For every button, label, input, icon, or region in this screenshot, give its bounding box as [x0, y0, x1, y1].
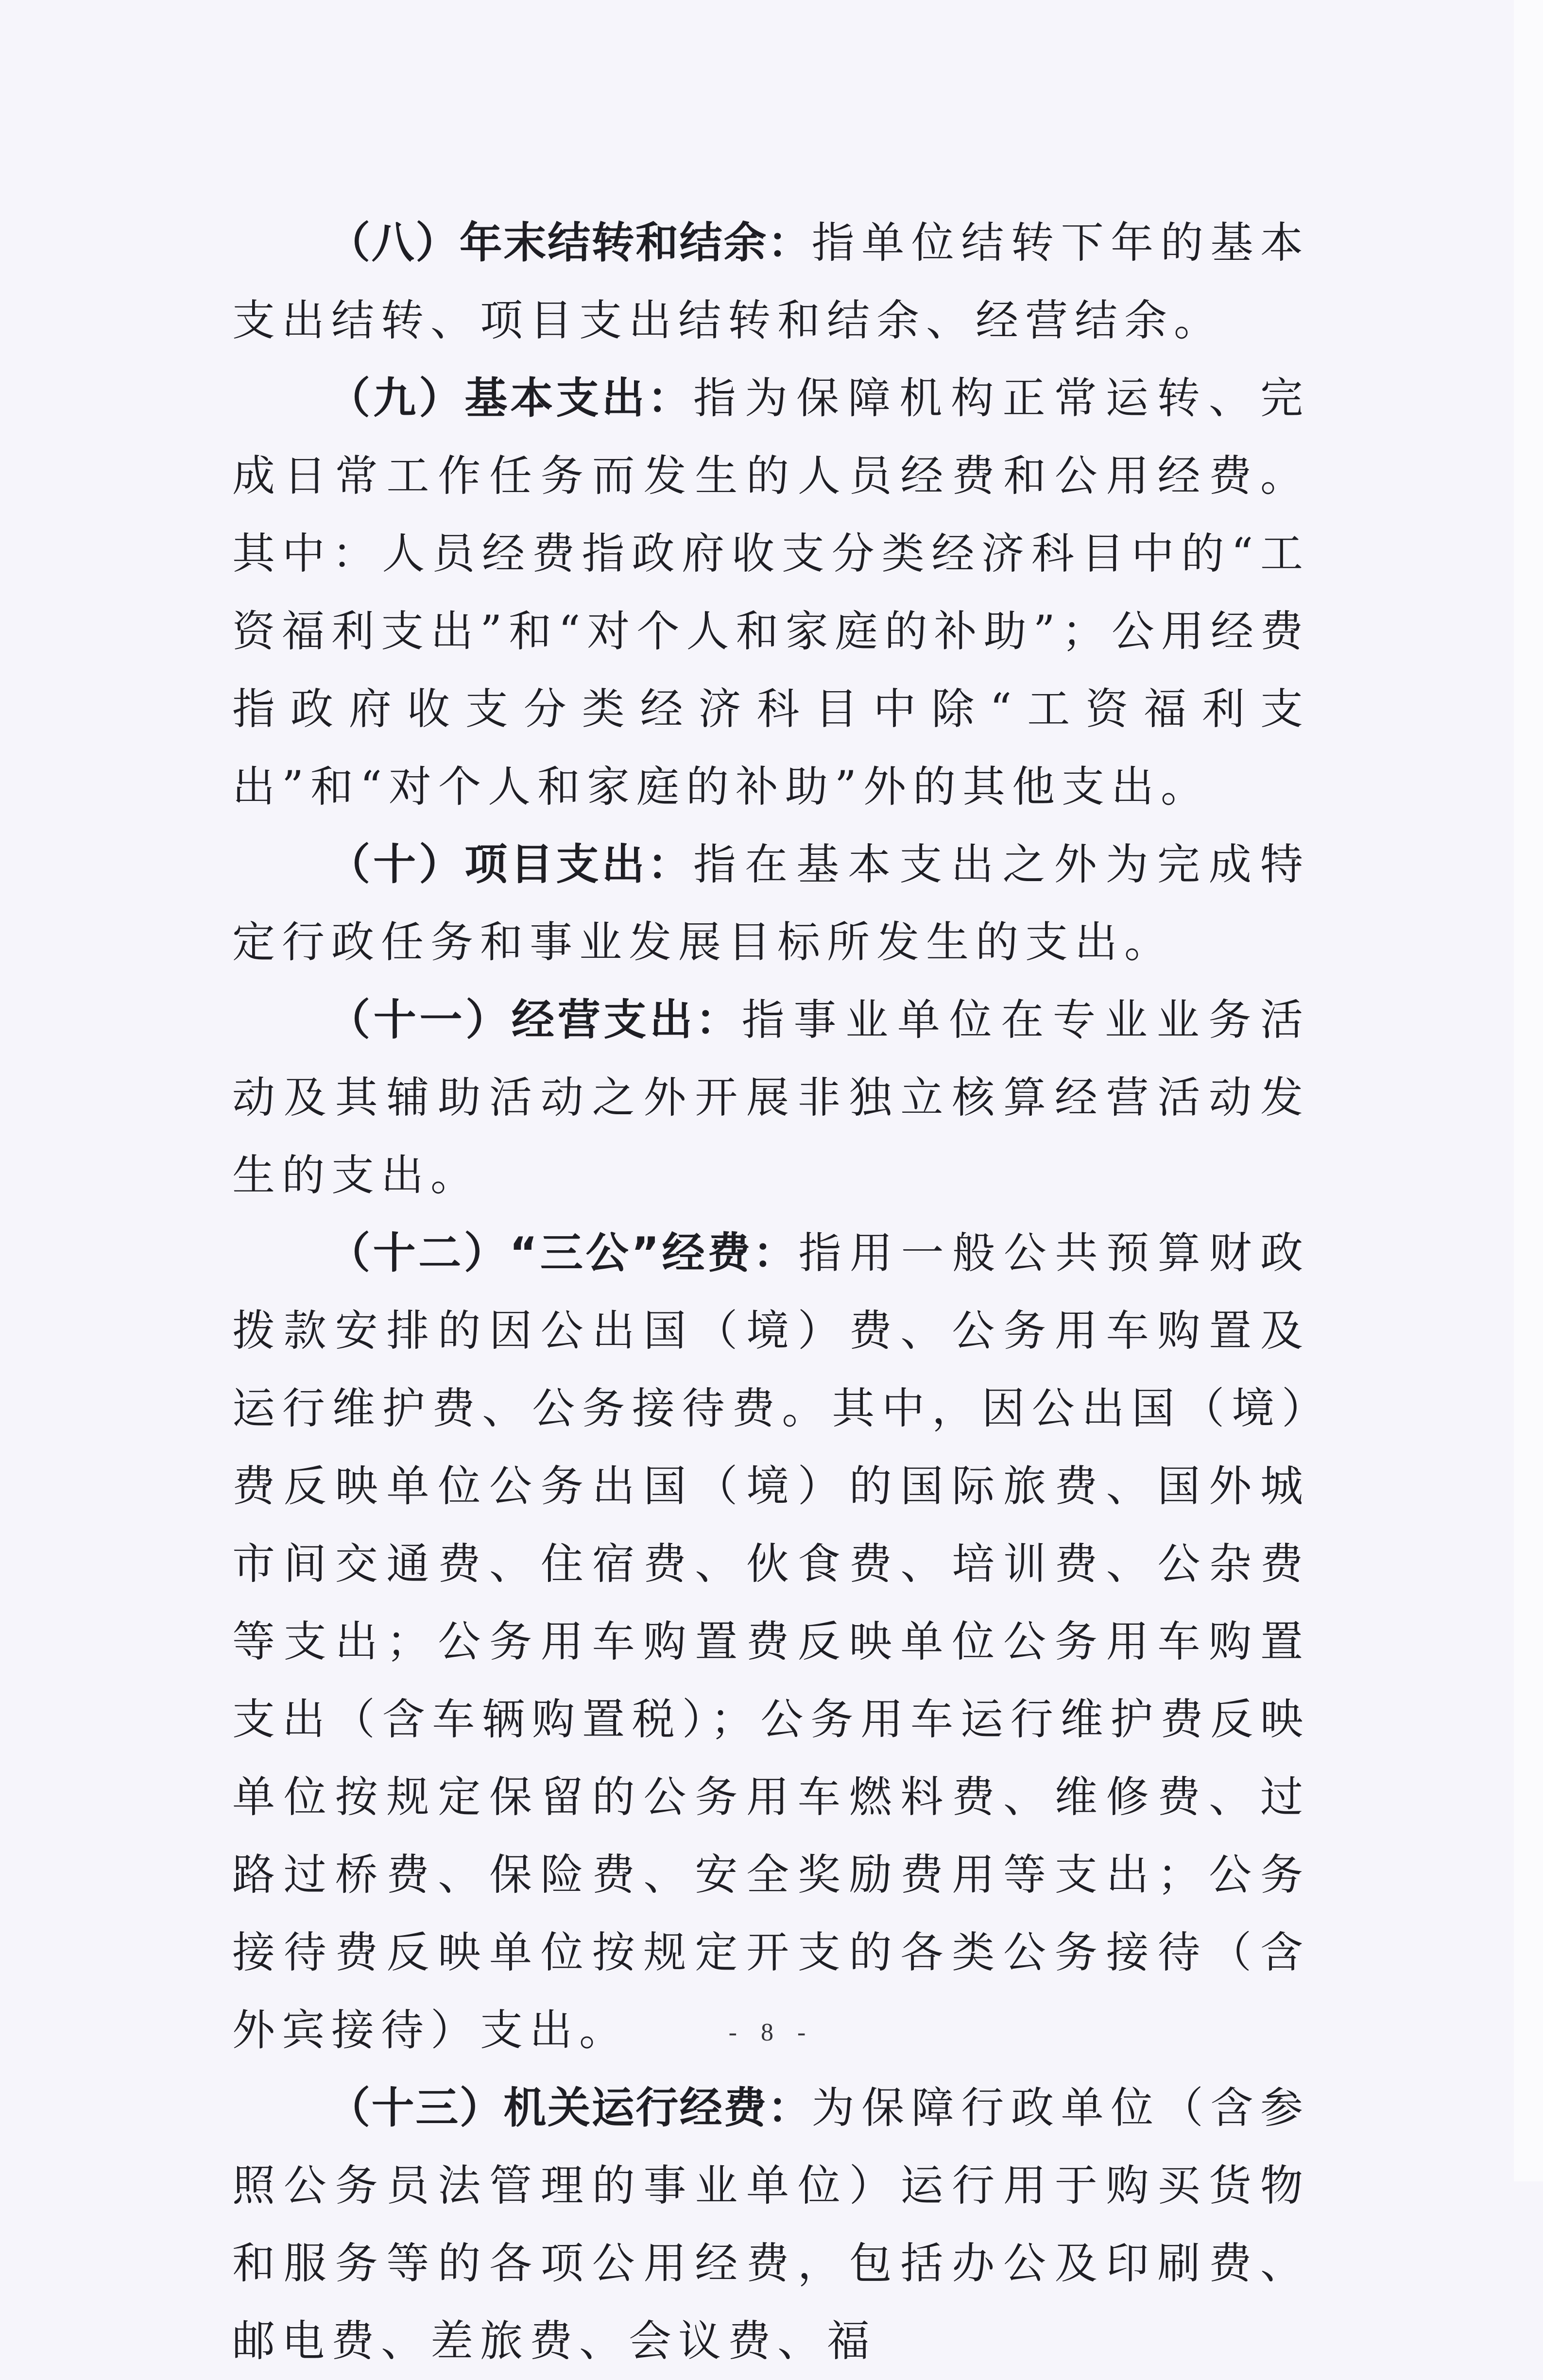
term-heading: （十二）“三公”经费： [327, 1228, 799, 1278]
term-heading: （十三）机关运行经费： [327, 2083, 812, 2133]
paragraph-operating-expenditure [232, 981, 1310, 1214]
term-heading: （八）年末结转和结余： [327, 218, 812, 268]
term-definition: 指为保障机构正常运转、完成日常工作任务而发生的人员经费和公用经费。其中：人员经费指政府收支分类经济科目中的“工资福利支出”和“对个人和家庭的补助”；公用经费指政府收支分类经济科目中除“工资福利支出”和“对个人和家庭的补助”外的其他支出。 [232, 373, 1310, 812]
document-body [232, 204, 1310, 2380]
paragraph-basic-expenditure [232, 359, 1310, 826]
term-definition: 指事业单位在专业业务活动及其辅助活动之外开展非独立核算经营活动发生的支出。 [232, 995, 1310, 1200]
paragraph-year-end-balance [232, 204, 1310, 359]
term-definition: 指单位结转下年的基本支出结转、项目支出结转和结余、经营结余。 [232, 218, 1310, 345]
term-heading: （九）基本支出： [327, 373, 693, 423]
paragraph-agency-operating-funds [232, 2069, 1310, 2380]
scan-edge-strip [1514, 0, 1543, 2181]
term-definition: 指在基本支出之外为完成特定行政任务和事业发展目标所发生的支出。 [232, 839, 1310, 967]
paragraph-project-expenditure [232, 826, 1310, 981]
term-definition: 指用一般公共预算财政拨款安排的因公出国（境）费、公务用车购置及运行维护费、公务接待费。其中，因公出国（境）费反映单位公务出国（境）的国际旅费、国外城市间交通费、住宿费、伙食费、培训费、公杂费等支出；公务用车购置费反映单位公务用车购置支出（含车辆购置税）；公务用车运行维护费反映单位按规定保留的公务用车燃料费、维修费、过路过桥费、保险费、安全奖励费用等支出；公务接待费反映单位按规定开支的各类公务接待（含外宾接待）支出。 [232, 1228, 1310, 2055]
page-number: - 8 - [728, 2019, 815, 2046]
term-heading: （十）项目支出： [327, 839, 693, 889]
paragraph-three-public-expenses [232, 1214, 1310, 2069]
term-definition: 为保障行政单位（含参照公务员法管理的事业单位）运行用于购买货物和服务等的各项公用经费，包括办公及印刷费、邮电费、差旅费、会议费、福 [232, 2083, 1310, 2366]
term-heading: （十一）经营支出： [327, 995, 742, 1045]
